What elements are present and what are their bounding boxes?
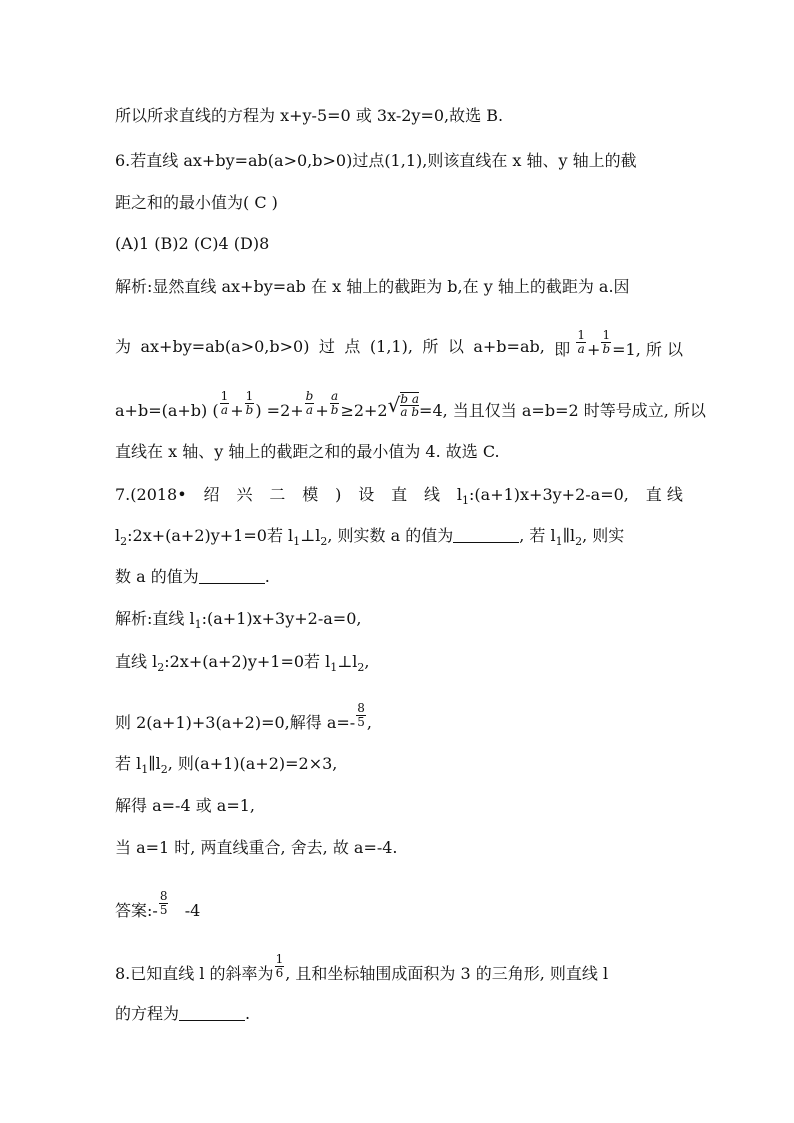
sol2-part: a+b=ab, [473, 337, 545, 356]
answer-blank [199, 567, 265, 584]
fraction-1-over-b: $\frac{1}{b}$ [602, 328, 611, 356]
q7-solution-2: 直线 $l_2:2x+(a+2)y+1=0$若 $l_1\perp l_2$, [115, 652, 370, 674]
q6-solution-line-1: 解析:显然直线 ax+by=ab 在 x 轴上的截距为 b,在 y 轴上的截距为 a.因 [115, 277, 630, 296]
fraction-1-over-b: $\frac{1}{b}$ [245, 389, 254, 417]
fraction-8-over-5: $\frac{8}{5}$ [357, 701, 365, 729]
q7-solution-6: 当 a=1 时, 两直线重合, 舍去, 故 a=-4. [115, 838, 398, 857]
q7-line-2: $l_2:2x+(a+2)y+1=0$若 $l_1\perp l_2$, 则实数 a 的值为 , 若 $l_1\parallel l_2$, 则实 [115, 526, 625, 548]
q6-line-1: 6.若直线 ax+by=ab(a>0,b>0)过点(1,1),则该直线在 x 轴、y 轴上的截 [115, 151, 637, 170]
fraction-1-over-6: $\frac{1}{6}$ [275, 952, 284, 980]
q7-solution-5: 解得 a=-4 或 a=1, [115, 796, 256, 815]
q7-answer: 答案:- $\frac{8}{5}$ -4 [115, 889, 201, 920]
q8-line-1: 8.已知直线 l 的斜率为 $\frac{1}{6}$ , 且和坐标轴围成面积为 3 的三角形, 则直线 l [115, 952, 609, 983]
sol2-part: 即 $\frac{1}{a}$ + $\frac{1}{b}$ =1, 所 以 [554, 328, 683, 359]
q7-line-3: 数 a 的值为 . [115, 567, 270, 586]
q7-solution-1: 解析:直线 $l_1:(a+1)x+3y+2-a=0$, [115, 609, 362, 631]
answer-blank [453, 526, 519, 543]
q7-part: 二 [269, 485, 286, 504]
text-line-1: 所以所求直线的方程为 x+y-5=0 或 3x-2y=0,故选 B. [115, 106, 504, 125]
q7-part: 设 [358, 485, 375, 504]
sol2-part: 点 [344, 337, 361, 356]
sol2-part: 为 [115, 337, 132, 356]
q6-solution-line-2 [115, 328, 683, 364]
fraction-1-over-a: $\frac{1}{a}$ [220, 389, 229, 417]
fraction-b-over-a: $\frac{b}{a}$ [305, 389, 314, 417]
q7-line-l1-eq: $l_1:(a+1)x+3y+2-a=0$, [456, 485, 629, 507]
q7-part: 绍 [203, 485, 220, 504]
sol2-part: ax+by=ab(a>0,b>0) [140, 337, 310, 356]
q7-solution-3: 则 2(a+1)+3(a+2)=0,解得 a=- $\frac{8}{5}$ , [115, 701, 372, 732]
sol2-part: 以 [447, 337, 464, 356]
sol2-part: 过 [318, 337, 335, 356]
fraction-8-over-5: $\frac{8}{5}$ [159, 889, 168, 917]
q7-part: 直 线 [645, 485, 683, 504]
q8-line-2: 的方程为 . [115, 1004, 251, 1023]
q7-part: 线 [424, 485, 441, 504]
q7-part: 直 [391, 485, 408, 504]
q7-solution-4: 若 $l_1\parallel l_2$, 则(a+1)(a+2)=2×3, [115, 754, 338, 776]
q7-part: 兴 [236, 485, 253, 504]
fraction-1-over-a: $\frac{1}{a}$ [577, 328, 586, 356]
q6-line-2: 距之和的最小值为( C ) [115, 193, 278, 212]
q7-part: ) [335, 485, 342, 504]
sqrt-expression: √ $\frac{\text{b a}}{\text{a b}}$ [387, 391, 420, 419]
sol2-part: 所 [422, 337, 439, 356]
fraction-a-over-b: $\frac{a}{b}$ [330, 389, 339, 417]
q7-part: 7.(2018• [115, 485, 187, 504]
q6-solution-line-3: a+b=(a+b) ( $\frac{1}{a}$ + $\frac{1}{b}$ ) =2+ $\frac{b}{a}$ + $\frac{a}{b}$ ≥2+2√ $\frac{\text{b a}}{\text{a b}}$ =4, 当且仅当 a=b=2 时等号成立, 所以 [115, 389, 706, 420]
q7-line-1 [115, 485, 683, 507]
answer-blank [179, 1004, 245, 1021]
q6-options: (A)1 (B)2 (C)4 (D)8 [115, 234, 270, 253]
sol2-part: (1,1), [369, 337, 413, 356]
q7-part: 模 [302, 485, 319, 504]
q6-solution-line-4: 直线在 x 轴、y 轴上的截距之和的最小值为 4. 故选 C. [115, 442, 500, 461]
